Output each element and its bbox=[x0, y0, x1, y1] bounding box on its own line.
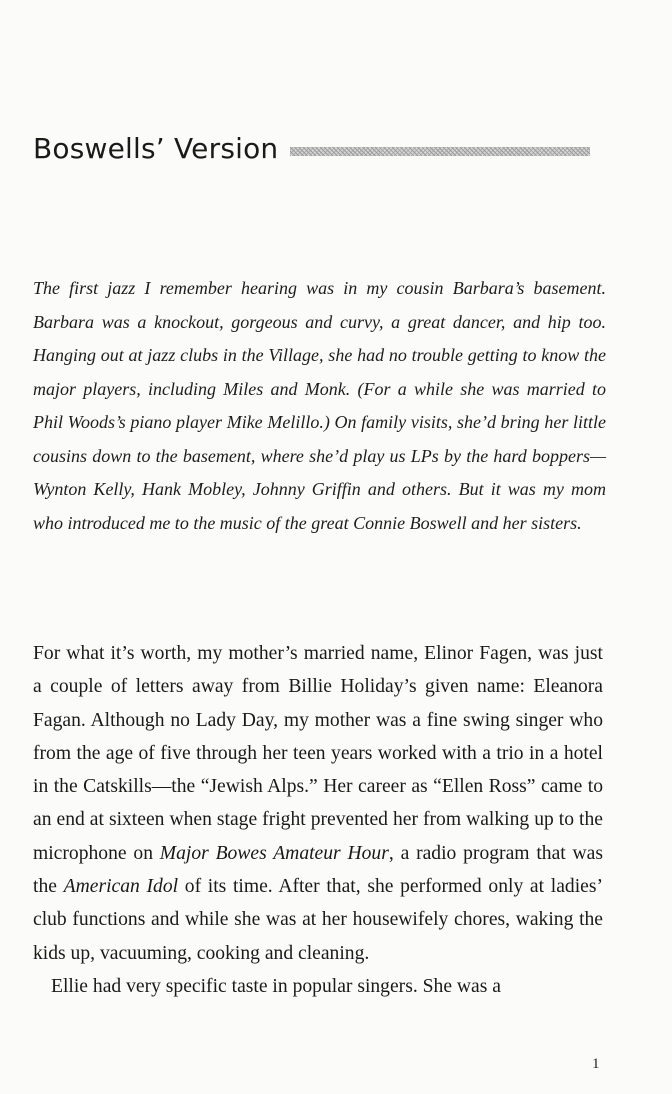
body-text bbox=[33, 637, 603, 1003]
body-paragraph-1-text-b: , a radio program that was the bbox=[33, 842, 603, 898]
section-title: Boswells’ Version bbox=[33, 132, 279, 165]
tv-show-title: American Idol bbox=[63, 876, 179, 898]
heading-rule-ornament bbox=[290, 147, 590, 156]
body-paragraph-1-text-c: of its time. After that, she performed only at ladies’ club functions and while she was at her housewifely chores, waking the kids up, vacuuming, cooking and cleaning. bbox=[33, 876, 603, 964]
body-paragraph-1 bbox=[33, 637, 603, 970]
page-number: 1 bbox=[592, 1056, 600, 1072]
body-paragraph-1-text-a: For what it’s worth, my mother’s married name, Elinor Fagen, was just a couple of letters away from Billie Holiday’s given name: Eleanora Fagan. Although no Lady Day, my mother was a fine swing singer who from the age of five through her teen years worked with a trio in a hotel in the Catskills—the “Jewish Alps.” Her career as “Ellen Ross” came to an end at sixteen when stage fright prevented her from walking up to the microphone on bbox=[33, 643, 603, 864]
body-paragraph-2: Ellie had very specific taste in popular singers. She was a bbox=[51, 975, 501, 997]
italic-intro-paragraph: The first jazz I remember hearing was in my cousin Barbara’s basement. Barbara was a knockout, gorgeous and curvy, a great dancer, and hip too. Hanging out at jazz clubs in the Village, she had no trouble getting to know the major players, including Miles and Monk. (For a while she was married to Phil Woods’s piano player Mike Melillo.) On family visits, she’d bring her little cousins down to the basement, where she’d play us LPs by the hard boppers—Wynton Kelly, Hank Mobley, Johnny Griffin and others. But it was my mom who introduced me to the music of the great Connie Boswell and her sisters. bbox=[33, 278, 606, 533]
section-heading bbox=[33, 132, 590, 165]
radio-show-title: Major Bowes Amateur Hour bbox=[159, 842, 389, 864]
